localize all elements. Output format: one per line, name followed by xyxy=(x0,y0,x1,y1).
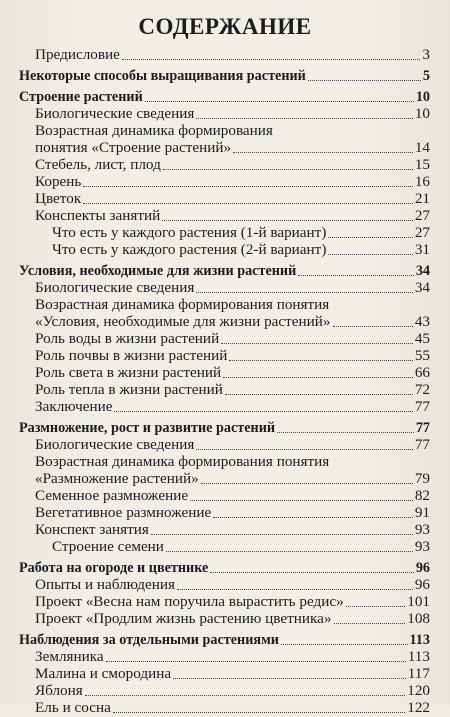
dot-leader xyxy=(113,711,405,713)
dot-leader xyxy=(177,588,413,590)
toc-entry[interactable] xyxy=(19,224,430,242)
dot-leader xyxy=(83,185,412,187)
toc-entry-title: Роль тепла в жизни растений xyxy=(35,381,223,398)
toc-entry[interactable] xyxy=(19,487,430,505)
toc-entry[interactable] xyxy=(19,46,430,64)
toc-entry-page: 16 xyxy=(414,173,430,190)
dot-leader xyxy=(346,605,406,607)
dot-leader xyxy=(213,516,413,518)
toc-entry-title: Условия, необходимые для жизни растений xyxy=(19,263,297,279)
toc-entry-page: 82 xyxy=(414,487,430,504)
toc-entry-page: 91 xyxy=(414,504,430,521)
toc-section-entry[interactable] xyxy=(19,67,430,85)
toc-entry-page: 101 xyxy=(407,593,430,610)
dot-leader xyxy=(334,622,406,624)
toc-entry-title: Размножение, рост и развитие растений xyxy=(19,420,276,436)
toc-entry-page: 43 xyxy=(414,313,430,330)
toc-entry[interactable] xyxy=(19,521,430,539)
toc-entry[interactable] xyxy=(19,398,430,416)
toc-entry-page: 77 xyxy=(414,436,430,453)
toc-entry-page: 27 xyxy=(414,224,430,241)
toc-entry-title: Семенное размножение xyxy=(35,487,189,504)
toc-entry-page: 117 xyxy=(407,665,430,682)
toc-entry-title: «Условия, необходимые для жизни растений» xyxy=(35,313,331,330)
toc-entry-page: 10 xyxy=(414,105,430,122)
toc-entry-title: Строение растений xyxy=(19,89,143,105)
dot-leader xyxy=(229,359,412,361)
toc-entry[interactable] xyxy=(19,504,430,522)
toc-entry-page: 34 xyxy=(414,279,430,296)
dot-leader xyxy=(162,219,413,221)
dot-leader xyxy=(201,482,413,484)
toc-entry-page: 15 xyxy=(414,156,430,173)
toc-entry-title-line: Возрастная динамика формирования понятия xyxy=(35,453,330,470)
dot-leader xyxy=(225,393,413,395)
toc-entry[interactable] xyxy=(19,576,430,594)
toc-entry-title: Стебель, лист, плод xyxy=(35,156,161,173)
toc-entry-title: Конспекты занятий xyxy=(35,207,161,224)
toc-entry-title-line: Возрастная динамика формирования xyxy=(35,122,273,139)
toc-entry-title: Проект «Весна нам поручила вырастить редис» xyxy=(35,593,344,610)
toc-section-entry[interactable] xyxy=(19,88,430,106)
dot-leader xyxy=(145,100,414,102)
toc-entry-page: 14 xyxy=(414,139,430,156)
dot-leader xyxy=(83,202,413,204)
toc-entry-title: Роль воды в жизни растений xyxy=(35,330,220,347)
toc-entry-title: Земляника xyxy=(35,648,104,665)
dot-leader xyxy=(106,660,406,662)
dot-leader xyxy=(328,253,412,255)
toc-entry-page: 10 xyxy=(415,89,430,105)
toc-entry-page: 93 xyxy=(414,521,430,538)
toc-entry[interactable] xyxy=(19,156,430,174)
toc-entry-page: 96 xyxy=(415,560,430,576)
dot-leader xyxy=(166,550,413,552)
toc-entry-title: Цветок xyxy=(35,190,82,207)
dot-leader xyxy=(308,79,421,81)
toc-section-entry[interactable] xyxy=(19,419,430,437)
toc-entry[interactable] xyxy=(19,436,430,454)
toc-entry[interactable] xyxy=(19,279,430,297)
toc-entry-page: 122 xyxy=(407,699,430,716)
toc-entry[interactable] xyxy=(19,190,430,208)
toc-entry[interactable] xyxy=(19,682,430,700)
toc-entry-page: 93 xyxy=(414,538,430,555)
toc-entry[interactable] xyxy=(19,470,430,488)
toc-entry[interactable] xyxy=(19,538,430,556)
toc-entry-page: 27 xyxy=(414,207,430,224)
toc-entry-title: Вегетативное размножение xyxy=(35,504,212,521)
toc-entry-page: 21 xyxy=(414,190,430,207)
toc-entry-title: Биологические сведения xyxy=(35,436,195,453)
toc-entry-page: 79 xyxy=(414,470,430,487)
toc-entry[interactable] xyxy=(19,665,430,683)
toc-entry-title: Проект «Продлим жизнь растению цветника» xyxy=(35,610,332,627)
toc-entry-title: Яблоня xyxy=(35,682,83,699)
toc-entry-title: Работа на огороде и цветнике xyxy=(19,560,209,576)
toc-entry[interactable] xyxy=(19,381,430,399)
toc-entry[interactable] xyxy=(19,610,430,628)
toc-entry-title: Корень xyxy=(35,173,82,190)
dot-leader xyxy=(196,291,412,293)
toc-entry-page: 113 xyxy=(409,632,430,648)
toc-entry[interactable] xyxy=(19,139,430,157)
toc-entry-title: Что есть у каждого растения (1-й вариант) xyxy=(52,224,327,241)
toc-entry-title: Некоторые способы выращивания растений xyxy=(19,68,306,84)
toc-entry-title: Что есть у каждого растения (2-й вариант) xyxy=(52,241,327,258)
dot-leader xyxy=(114,410,412,412)
dot-leader xyxy=(173,677,406,679)
toc-entry-title: Ель и сосна xyxy=(35,699,111,716)
dot-leader xyxy=(298,274,414,276)
toc-entry-page: 120 xyxy=(407,682,430,699)
dot-leader xyxy=(122,58,420,60)
toc-entry-page: 108 xyxy=(407,610,430,627)
toc-entry[interactable] xyxy=(19,207,430,225)
toc-entry-page: 113 xyxy=(407,648,430,665)
toc-entry-page: 55 xyxy=(414,347,430,364)
toc-entry-page: 77 xyxy=(414,398,430,415)
toc-entry[interactable] xyxy=(19,173,430,191)
dot-leader xyxy=(281,643,408,645)
toc-entry-title: Биологические сведения xyxy=(35,105,195,122)
toc-entry-page: 66 xyxy=(414,364,430,381)
toc-entry[interactable] xyxy=(19,648,430,666)
toc-entry[interactable] xyxy=(19,593,430,611)
toc-entry-page: 77 xyxy=(415,420,430,436)
dot-leader xyxy=(196,117,412,119)
page-title: СОДЕРЖАНИЕ xyxy=(138,14,312,39)
dot-leader xyxy=(85,694,405,696)
toc-entry[interactable] xyxy=(19,313,430,331)
dot-leader xyxy=(328,236,412,238)
toc-entry[interactable] xyxy=(19,699,430,717)
dot-leader xyxy=(221,342,413,344)
toc-entry-title: «Размножение растений» xyxy=(35,470,199,487)
toc-entry[interactable] xyxy=(19,347,430,365)
toc-entry-title: Опыты и наблюдения xyxy=(35,576,175,593)
dot-leader xyxy=(223,376,413,378)
toc-entry[interactable] xyxy=(19,105,430,123)
dot-leader xyxy=(333,325,413,327)
toc-entry-title: понятия «Строение растений» xyxy=(35,139,232,156)
toc-entry-page: 3 xyxy=(422,46,430,63)
toc-entry-title: Заключение xyxy=(35,398,113,415)
toc-entry-title: Роль света в жизни растений xyxy=(35,364,222,381)
toc-entry-page: 72 xyxy=(414,381,430,398)
toc-entry-title: Наблюдения за отдельными растениями xyxy=(19,632,279,648)
toc-entry-page: 45 xyxy=(414,330,430,347)
toc-entry-page: 31 xyxy=(414,241,430,258)
toc-entry-title: Малина и смородина xyxy=(35,665,172,682)
toc-entry-page: 34 xyxy=(415,263,430,279)
dot-leader xyxy=(163,168,413,170)
toc-entry-page: 5 xyxy=(422,68,430,84)
dot-leader xyxy=(277,431,414,433)
toc-entry[interactable] xyxy=(19,330,430,348)
toc-section-entry[interactable] xyxy=(19,559,430,577)
toc-section-entry[interactable] xyxy=(19,262,430,280)
toc-entry-title: Строение семени xyxy=(52,538,164,555)
toc-entry-title: Предисловие xyxy=(35,46,120,63)
toc-entry-title: Биологические сведения xyxy=(35,279,195,296)
toc-entry-page: 96 xyxy=(414,576,430,593)
toc-entry[interactable] xyxy=(19,241,430,259)
toc-entry-title-line: Возрастная динамика формирования понятия xyxy=(35,296,330,313)
toc-section-entry[interactable] xyxy=(19,631,430,649)
dot-leader xyxy=(151,533,413,535)
toc-entry-title: Роль почвы в жизни растений xyxy=(35,347,228,364)
toc-entry-title: Конспект занятия xyxy=(35,521,149,538)
dot-leader xyxy=(233,151,413,153)
dot-leader xyxy=(196,448,412,450)
toc-entry[interactable] xyxy=(19,364,430,382)
dot-leader xyxy=(210,571,413,573)
dot-leader xyxy=(190,499,413,501)
